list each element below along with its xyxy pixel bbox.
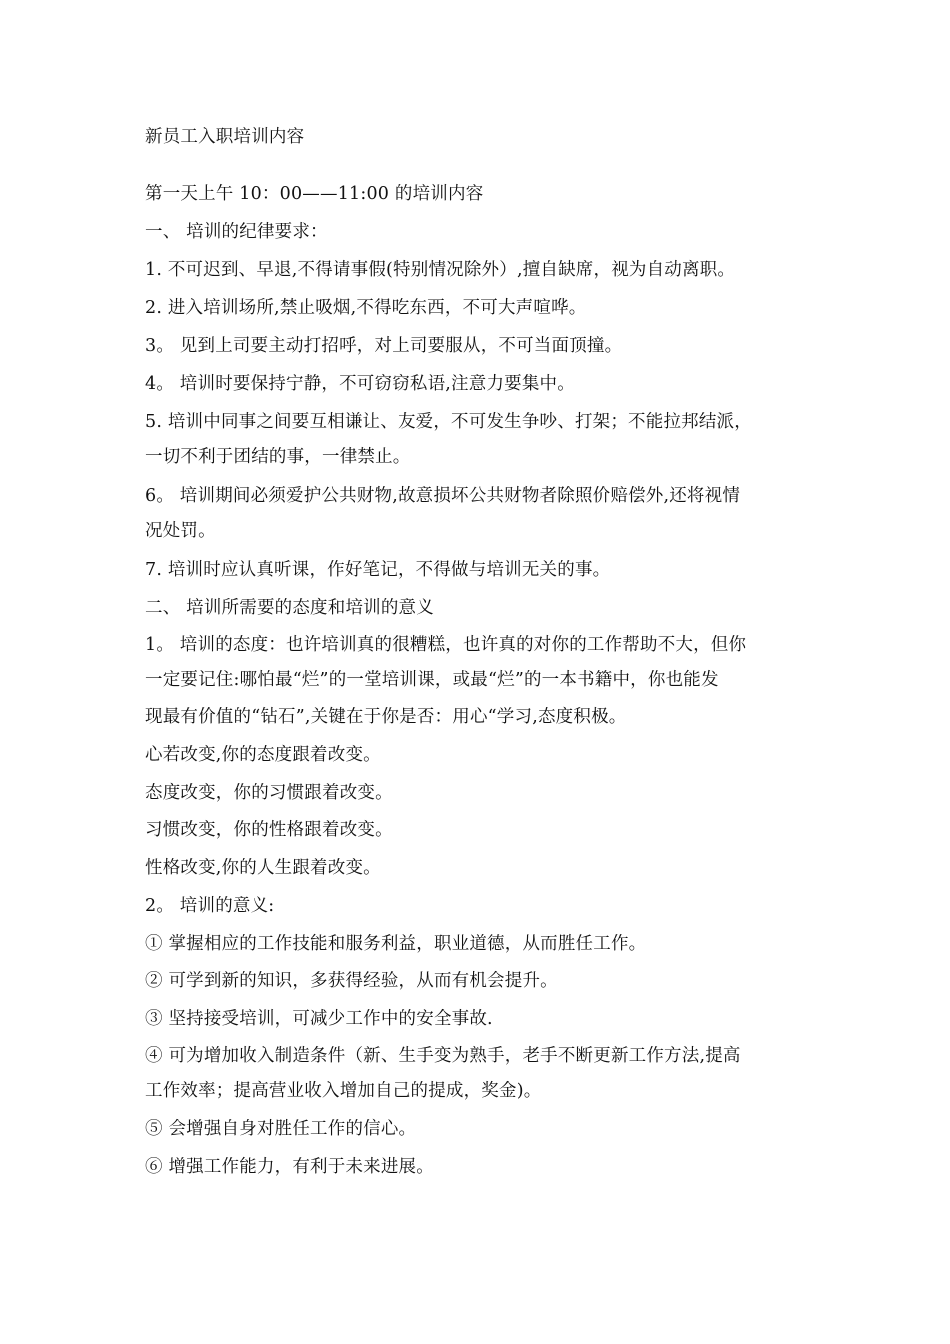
session-time-heading: 第一天上午 10：00——11:00 的培训内容 bbox=[145, 184, 484, 204]
section-2-list-item: ④ 可为增加收入制造条件（新、生手变为熟手，老手不断更新工作方法,提高 bbox=[145, 1046, 741, 1066]
section-2-list-item: ② 可学到新的知识，多获得经验，从而有机会提升。 bbox=[145, 971, 558, 991]
section-2-line: 1。 培训的态度：也许培训真的很糟糕，也许真的对你的工作帮助不大，但你 bbox=[145, 635, 747, 655]
section-2-heading: 二、 培训所需要的态度和培训的意义 bbox=[145, 598, 434, 618]
section-2-line: 一定要记住:哪怕最“烂”的一堂培训课，或最“烂”的一本书籍中，你也能发 bbox=[145, 670, 719, 690]
section-1-item-continued: 一切不利于团结的事，一律禁止。 bbox=[145, 447, 411, 467]
section-2-list-item: ① 掌握相应的工作技能和服务利益，职业道德，从而胜任工作。 bbox=[145, 934, 647, 954]
document-title: 新员工入职培训内容 bbox=[145, 127, 305, 147]
section-1-item: 5. 培训中同事之间要互相谦让、友爱，不可发生争吵、打架；不能拉邦结派， bbox=[145, 412, 752, 432]
section-2-list-item: ⑥ 增强工作能力，有利于未来进展。 bbox=[145, 1157, 434, 1177]
section-1-item: 2. 进入培训场所,禁止吸烟,不得吃东西，不可大声喧哗。 bbox=[145, 298, 587, 318]
section-1-item: 1. 不可迟到、早退,不得请事假(特别情况除外）,擅自缺席，视为自动离职。 bbox=[145, 260, 736, 280]
section-1-item: 6。 培训期间必须爱护公共财物,故意损坏公共财物者除照价赔偿外,还将视情 bbox=[145, 486, 741, 506]
section-2-line: 性格改变,你的人生跟着改变。 bbox=[145, 858, 381, 878]
section-1-item: 3。 见到上司要主动打招呼，对上司要服从，不可当面顶撞。 bbox=[145, 336, 623, 356]
section-1-item: 4。 培训时要保持宁静，不可窃窃私语,注意力要集中。 bbox=[145, 374, 575, 394]
section-2-line: 心若改变,你的态度跟着改变。 bbox=[145, 745, 381, 765]
section-1-heading: 一、 培训的纪律要求： bbox=[145, 222, 328, 242]
section-2-line: 态度改变，你的习惯跟着改变。 bbox=[145, 783, 393, 803]
section-2-list-item: ③ 坚持接受培训，可减少工作中的安全事故. bbox=[145, 1009, 493, 1029]
section-2-subheading: 2。 培训的意义: bbox=[145, 896, 275, 916]
section-2-list-item: ⑤ 会增强自身对胜任工作的信心。 bbox=[145, 1119, 417, 1139]
section-2-line: 习惯改变，你的性格跟着改变。 bbox=[145, 820, 393, 840]
section-1-item-continued: 况处罚。 bbox=[145, 521, 216, 541]
section-2-line: 现最有价值的“钻石”,关键在于你是否：用心“学习,态度积极。 bbox=[145, 707, 627, 727]
section-1-item: 7. 培训时应认真听课，作好笔记，不得做与培训无关的事。 bbox=[145, 560, 611, 580]
section-2-list-item-continued: 工作效率；提高营业收入增加自己的提成，奖金)。 bbox=[145, 1081, 542, 1101]
